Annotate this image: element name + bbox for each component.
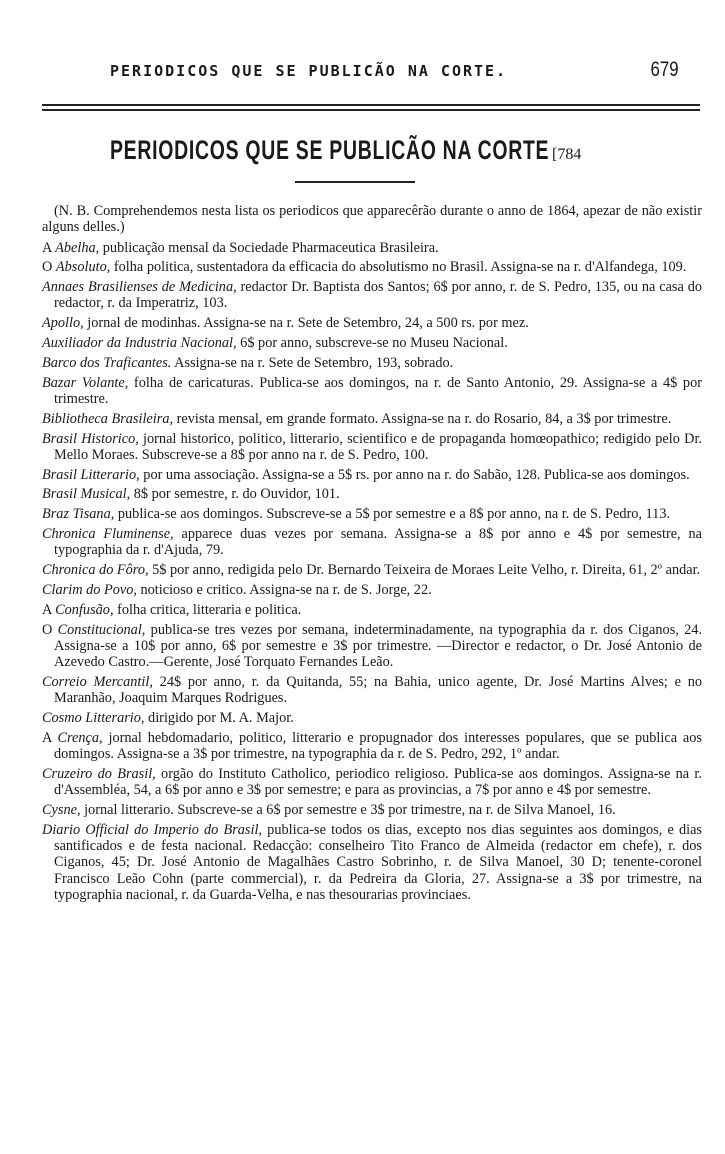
entry-prefix: O xyxy=(42,621,58,638)
list-item xyxy=(42,315,702,331)
running-header xyxy=(110,58,682,82)
running-title: PERIODICOS QUE SE PUBLICÃO NA CORTE. xyxy=(110,62,508,80)
entry-text: jornal historico, politico, litterario, scientifico e de propaganda homœopathico; redigido pelo Dr. Mello Moraes. Subscreve-se a 8$ por anno na r. de S. Pedro, 100. xyxy=(54,430,702,463)
entry-title: Annaes Brasilienses de Medicina, xyxy=(42,279,237,296)
editorial-note: (N. B. Comprehendemos nesta lista os periodicos que apparecêrão durante o anno de 1864, apezar de não existir alguns delles.) xyxy=(42,203,702,236)
entry-text: 6$ por anno, subscreve-se no Museu Nacional. xyxy=(236,335,508,352)
list-item xyxy=(42,674,702,707)
entry-title: Brasil Historico, xyxy=(42,430,139,447)
entry-text: jornal litterario. Subscreve-se a 6$ por semestre e 3$ por trimestre, na r. de Silva Manoel, 16. xyxy=(80,802,616,818)
entry-title: Brasil Litterario, xyxy=(42,466,140,483)
list-item xyxy=(42,506,702,522)
entry-title: Barco dos Traficantes. xyxy=(42,354,172,371)
entry-text: jornal hebdomadario, politico, litterario e propugnador dos interesses populares, que se publica aos domingos. Assigna-se a 3$ por trimestre, na typographia da r. de S. Pedro, 292, 1º andar. xyxy=(54,729,702,763)
list-item xyxy=(42,431,702,464)
entry-prefix: A xyxy=(42,729,58,746)
entry-title: Brasil Musical, xyxy=(42,486,131,503)
entry-prefix: A xyxy=(42,239,56,256)
entry-title: Abelha, xyxy=(55,239,100,256)
list-item xyxy=(42,240,702,256)
entry-title: Apollo, xyxy=(42,315,84,332)
list-item xyxy=(42,355,702,371)
entry-text: 5$ por anno, redigida pelo Dr. Bernardo Teixeira de Moraes Leite Velho, r. Direita, 61, 2º andar. xyxy=(148,562,701,579)
entry-title: Bibliotheca Brasileira, xyxy=(42,410,174,427)
periodicals-list xyxy=(42,203,702,907)
list-item xyxy=(42,259,702,275)
entry-text: Assigna-se na r. Sete de Setembro, 193, sobrado. xyxy=(171,354,454,371)
entry-text: orgão do Instituto Catholico, periodico religioso. Publica-se aos domingos. Assigna-se na r. d'Assembléa, 54, a 6$ por anno e 3$ por semestre; e para as provincias, a 7$ por anno e 4$ por semestre. xyxy=(54,765,702,799)
entry-title: Absoluto, xyxy=(55,259,111,276)
list-item xyxy=(42,802,702,818)
list-item xyxy=(42,279,702,312)
entry-title: Constitucional, xyxy=(57,621,146,638)
entry-title: Bazar Volante, xyxy=(42,374,129,391)
list-item xyxy=(42,710,702,726)
entry-text: 24$ por anno, r. da Quitanda, 55; na Bahia, unico agente, Dr. José Martins Alves; e no Maranhão, Joaquim Marques Rodrigues. xyxy=(54,673,702,707)
list-item xyxy=(42,411,702,427)
entry-title: Braz Tisana, xyxy=(42,506,115,523)
entry-text: folha critica, litteraria e politica. xyxy=(113,601,302,618)
entry-text: 8$ por semestre, r. do Ouvidor, 101. xyxy=(130,486,340,503)
entry-text: folha politica, sustentadora da efficacia do absolutismo no Brasil. Assigna-se na r. d'Alfandega, 109. xyxy=(110,259,687,276)
section-heading xyxy=(110,135,581,166)
list-item xyxy=(42,562,702,578)
list-item xyxy=(42,467,702,483)
entry-text: por uma associação. Assigna-se a 5$ rs. por anno na r. do Sabão, 128. Publica-se aos domingos. xyxy=(139,466,690,483)
entry-text: publica-se aos domingos. Subscreve-se a 5$ por semestre e a 8$ por anno, na r. de S. Pedro, 113. xyxy=(114,506,671,523)
list-item xyxy=(42,822,702,903)
entry-title: Auxiliador da Industria Nacional, xyxy=(42,335,237,352)
entry-title: Diario Official do Imperio do Brasil, xyxy=(42,821,263,838)
entry-title: Cysne, xyxy=(42,802,81,818)
entry-text: publicação mensal da Sociedade Pharmaceutica Brasileira. xyxy=(99,239,439,256)
list-item xyxy=(42,766,702,799)
entry-title: Chronica Fluminense, xyxy=(42,526,174,543)
entry-text: revista mensal, em grande formato. Assigna-se na r. do Rosario, 84, a 3$ por trimestre. xyxy=(173,410,672,427)
page-number: 679 xyxy=(650,58,679,81)
entry-title: Confusão, xyxy=(55,601,114,618)
entry-text: apparece duas vezes por semana. Assigna-se a 8$ por anno e 4$ por semestre, na typographia da r. d'Ajuda, 79. xyxy=(54,526,702,559)
list-item xyxy=(42,486,702,502)
list-item xyxy=(42,375,702,408)
entry-prefix: O xyxy=(42,259,56,276)
entry-text: redactor Dr. Baptista dos Santos; 6$ por anno, r. de S. Pedro, 135, ou na casa do redactor, r. da Imperatriz, 103. xyxy=(54,279,702,312)
double-rule-divider xyxy=(42,104,700,111)
section-number: [784 xyxy=(552,146,582,163)
entry-title: Crença, xyxy=(57,729,103,746)
section-title: PERIODICOS QUE SE PUBLICÃO NA CORTE xyxy=(110,135,550,165)
entry-text: publica-se todos os dias, excepto nos dias seguintes aos domingos, e dias santificados e de festa nacional. Redacção: conselheiro Tito Franco de Almeida (redactor em chefe), r. dos Ciganos, 45; Dr. José Antonio de Magalhães Castro Sobrinho, r. de Silva Manoel, 30 D; tenente-coronel Francisco Leão Cohn (parte commercial), r. da Pedreira da Gloria, 27. Assigna-se a 3$ por trimestre, na typographia nacional, r. da Guarda-Velha, e nas thesourarias provinciaes. xyxy=(54,821,702,903)
list-item xyxy=(42,335,702,351)
entry-title: Cosmo Litterario, xyxy=(42,710,145,727)
entry-text: jornal de modinhas. Assigna-se na r. Sete de Setembro, 24, a 500 rs. por mez. xyxy=(83,315,529,332)
entry-text: publica-se tres vezes por semana, indeterminadamente, na typographia da r. dos Ciganos, 24. Assigna-se a 10$ por anno, 6$ por semestre e 3$ por trimestre. —Director e redactor, o Dr. José Antonio de Azevedo Castro.—Gerente, José Torquato Fernandes Leão. xyxy=(54,621,702,671)
entry-title: Cruzeiro do Brasil, xyxy=(42,765,156,782)
entry-text: folha de caricaturas. Publica-se aos domingos, na r. de Santo Antonio, 29. Assigna-se a 4$ por trimestre. xyxy=(54,374,702,407)
list-item xyxy=(42,730,702,763)
entry-title: Clarim do Povo, xyxy=(42,581,137,598)
entry-title: Chronica do Fôro, xyxy=(42,562,149,579)
list-item xyxy=(42,622,702,671)
list-item xyxy=(42,526,702,559)
entry-prefix: A xyxy=(42,601,56,618)
entry-text: noticioso e critico. Assigna-se na r. de S. Jorge, 22. xyxy=(136,581,432,598)
list-item xyxy=(42,602,702,618)
short-rule-divider xyxy=(295,181,415,183)
entry-text: dirigido por M. A. Major. xyxy=(144,710,294,727)
entry-title: Correio Mercantil, xyxy=(42,673,153,690)
list-item xyxy=(42,582,702,598)
